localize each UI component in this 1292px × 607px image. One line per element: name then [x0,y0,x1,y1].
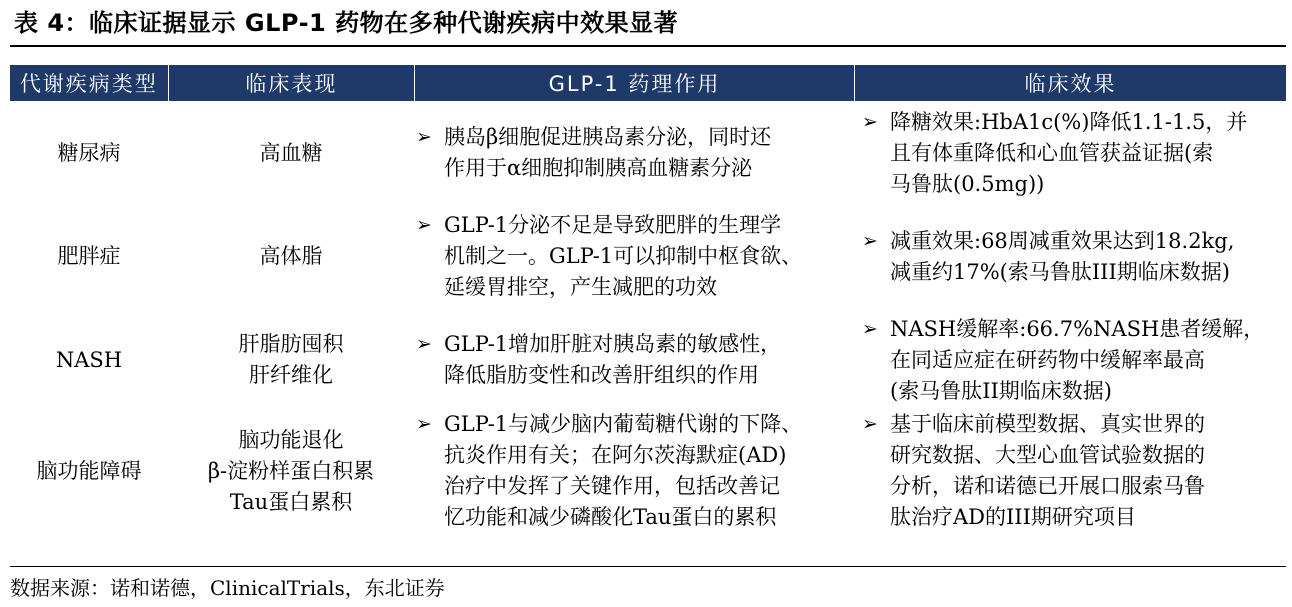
arrow-bullet-icon: ➢ [862,110,878,133]
pharmacology-line: 抗炎作用有关；在阿尔茨海默症(AD) [444,443,787,467]
arrow-bullet-icon: ➢ [416,126,432,148]
disease-type-text: 脑功能障碍 [36,458,142,483]
table-title: 表 4：临床证据显示 GLP-1 药物在多种代谢疾病中效果显著 [14,9,679,37]
table-row [10,101,1286,205]
disease-type-text: 糖尿病 [57,140,121,165]
pharmacology-cell [414,308,854,412]
clinical-effect-line-text [890,314,1264,407]
bullet-item [416,329,781,391]
pharmacology-line-text [444,329,781,391]
disease-type-cell [10,308,168,412]
pharmacology-line: 忆功能和减少磷酸化Tau蛋白的累积 [444,505,777,529]
pharmacology-cell [414,205,854,308]
bullet-item [416,409,802,533]
clinical-effect-line: 减重效果:68周减重效果达到18.2kg, [890,228,1235,253]
clinical-manifestation-cell [168,205,414,308]
pharmacology-line-text [444,122,771,184]
disease-type-text: 肥胖症 [57,244,121,268]
disease-type-cell [10,101,168,205]
header-clinical-manifestation: 临床表现 [169,65,415,101]
header-glp1-pharmacology: GLP-1 药理作用 [415,65,855,101]
manifestation-line: 肝纤维化 [249,363,333,387]
clinical-effect-line-text [890,409,1205,533]
arrow-bullet-icon: ➢ [416,333,432,355]
disease-type-cell [10,205,168,308]
table-row [10,412,1286,530]
pharmacology-line: 治疗中发挥了关键作用，包括改善记 [444,474,780,498]
clinical-evidence-table [10,65,1286,530]
pharmacology-line: 延缓胃排空，产生减肥的功效 [444,275,717,299]
table-row [10,308,1286,412]
pharmacology-line: GLP-1增加肝脏对胰岛素的敏感性， [444,332,782,356]
clinical-effect-line: 在同适应症在研药物中缓解率最高 [890,347,1205,372]
table-bottom-rule [10,566,1286,567]
pharmacology-cell [414,412,854,530]
clinical-effect-cell [854,412,1286,530]
manifestation-line: β-淀粉样蛋白积累 [207,458,375,483]
clinical-manifestation-cell [168,308,414,412]
clinical-manifestation-cell [168,101,414,205]
bullet-item [862,314,1264,407]
clinical-effect-line: (索马鲁肽II期临床数据) [890,378,1112,403]
arrow-bullet-icon: ➢ [416,214,432,236]
clinical-effect-line-text [890,107,1247,200]
source-note: 数据来源：诺和诺德，ClinicalTrials，东北证券 [10,576,445,600]
manifestation-line: 高血糖 [259,140,323,165]
table-row [10,205,1286,308]
arrow-bullet-icon: ➢ [862,317,878,340]
clinical-effect-line-text [890,226,1234,288]
table-header-row [10,65,1286,101]
title-rule [10,45,1286,47]
arrow-bullet-icon: ➢ [862,413,878,435]
bullet-item [416,210,802,303]
clinical-effect-line: 肽治疗AD的III期研究项目 [890,505,1136,529]
pharmacology-line-text [444,210,802,303]
pharmacology-line: GLP-1与减少脑内葡萄糖代谢的下降、 [444,412,803,436]
clinical-effect-line: 研究数据、大型心血管试验数据的 [890,443,1205,467]
clinical-effect-line: 基于临床前模型数据、真实世界的 [890,412,1205,436]
pharmacology-line: 作用于α细胞抑制胰高血糖素分泌 [444,156,753,180]
clinical-effect-line: NASH缓解率:66.7%NASH患者缓解， [890,316,1265,341]
manifestation-line: 高体脂 [259,244,323,268]
clinical-effect-line: 降糖效果:HbA1c(%)降低1.1-1.5，并 [890,109,1248,134]
disease-type-text: NASH [55,347,123,372]
bullet-item [416,122,771,184]
pharmacology-line: 胰岛β细胞促进胰岛素分泌，同时还 [444,125,772,149]
clinical-effect-cell [854,205,1286,308]
header-disease-type: 代谢疾病类型 [10,65,169,101]
clinical-effect-line: 且有体重降低和心血管获益证据(索 [890,140,1214,165]
clinical-effect-line: 分析，诺和诺德已开展口服索马鲁 [890,474,1205,498]
clinical-effect-cell [854,308,1286,412]
clinical-effect-cell [854,101,1286,205]
pharmacology-line: GLP-1分泌不足是导致肥胖的生理学 [444,213,782,237]
header-clinical-effect: 临床效果 [1024,72,1117,96]
bullet-item [862,226,1234,288]
disease-type-cell [10,412,168,530]
bullet-item [862,409,1205,533]
pharmacology-line: 降低脂肪变性和改善肝组织的作用 [444,363,759,387]
manifestation-line: Tau蛋白累积 [229,489,353,514]
pharmacology-line: 机制之一。GLP-1可以抑制中枢食欲、 [444,244,803,268]
manifestation-line: 肝脂肪囤积 [238,332,344,356]
table-body [10,101,1286,530]
clinical-effect-line: 减重约17%(索马鲁肽III期临床数据) [890,259,1230,284]
pharmacology-line-text [444,409,802,533]
clinical-effect-line: 马鲁肽(0.5mg)) [890,171,1045,196]
arrow-bullet-icon: ➢ [862,229,878,252]
bullet-item [862,107,1247,200]
arrow-bullet-icon: ➢ [416,413,432,435]
manifestation-line: 脑功能退化 [238,427,344,452]
clinical-manifestation-cell [168,412,414,530]
pharmacology-cell [414,101,854,205]
